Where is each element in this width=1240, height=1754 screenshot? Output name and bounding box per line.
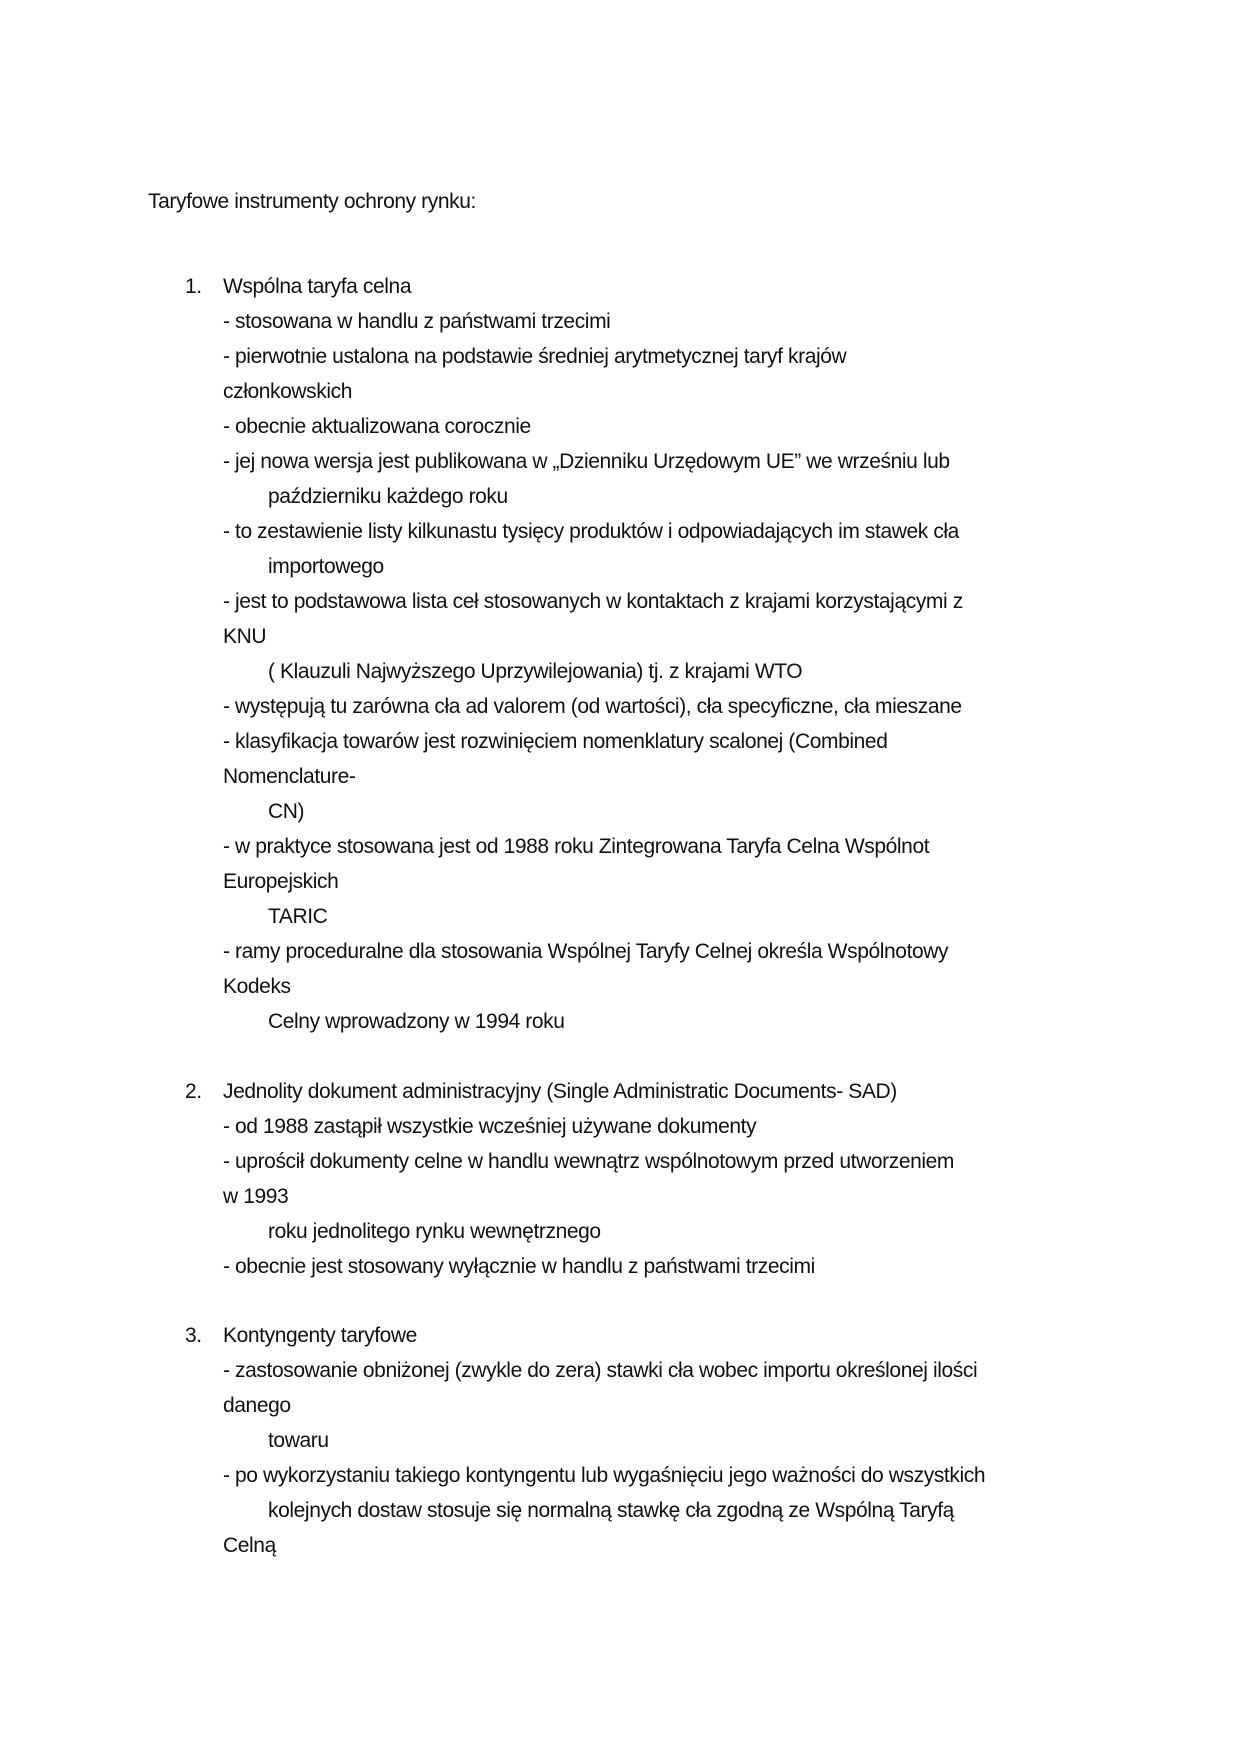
text-line: - stosowana w handlu z państwami trzecimi [223,310,611,333]
text-line-row [185,514,1185,549]
list-number: 1. [185,275,202,298]
section-heading-row [185,269,1185,304]
text-line: - występują tu zarówna cła ad valorem (od wartości), cła specyficzne, cła mieszane [223,695,962,718]
text-line: Celną [223,1534,276,1557]
text-line: importowego [268,555,384,578]
section-heading-row [185,1318,1185,1353]
text-line: październiku każdego roku [268,485,508,508]
text-line: - po wykorzystaniu takiego kontyngentu lub wygaśnięciu jego ważności do wszystkich [223,1464,986,1487]
text-line-row [185,1528,1185,1563]
document-title: Taryfowe instrumenty ochrony rynku: [148,190,476,213]
text-line: - to zestawienie listy kilkunastu tysięcy produktów i odpowiadających im stawek cła [223,520,959,543]
text-line-row [185,759,1185,794]
section-1 [185,269,1185,1039]
section-heading: Jednolity dokument administracyjny (Single Administratic Documents- SAD) [223,1080,897,1103]
text-line-row [185,1179,1185,1214]
text-line: Celny wprowadzony w 1994 roku [268,1010,565,1033]
list-number: 2. [185,1080,202,1103]
text-line-row [185,1423,1185,1458]
text-line-row [185,1353,1185,1388]
text-line-row [185,1493,1185,1528]
section-2 [185,1074,1185,1284]
list-number: 3. [185,1324,202,1347]
text-line: w 1993 [223,1185,289,1208]
text-line-row [185,794,1185,829]
section-heading-row [185,1074,1185,1109]
text-line-row [185,444,1185,479]
text-line-row [185,339,1185,374]
text-line: - zastosowanie obniżonej (zwykle do zera) stawki cła wobec importu określonej ilości [223,1359,978,1382]
text-line: członkowskich [223,380,353,403]
text-line: Europejskich [223,870,339,893]
section-heading: Wspólna taryfa celna [223,275,412,298]
text-line: TARIC [268,905,328,928]
text-line-row [185,689,1185,724]
text-line: - ramy proceduralne dla stosowania Wspólnej Taryfy Celnej określa Wspólnotowy [223,940,949,963]
text-line-row [185,899,1185,934]
text-line-row [185,619,1185,654]
section-3 [185,1318,1185,1563]
text-line-row [185,724,1185,759]
text-line: - jest to podstawowa lista ceł stosowanych w kontaktach z krajami korzystającymi z [223,590,963,613]
text-line: - klasyfikacja towarów jest rozwinięciem nomenklatury scalonej (Combined [223,730,888,753]
text-line: ( Klauzuli Najwyższego Uprzywilejowania) tj. z krajami WTO [268,660,803,683]
text-line: Nomenclature- [223,765,356,788]
text-line: KNU [223,625,267,648]
text-line: - obecnie aktualizowana corocznie [223,415,531,438]
text-line: CN) [268,800,305,823]
text-line-row [185,1388,1185,1423]
text-line-row [185,969,1185,1004]
text-line-row [185,409,1185,444]
text-line-row [185,304,1185,339]
text-line-row [185,1214,1185,1249]
text-line-row [185,584,1185,619]
text-line-row [185,1458,1185,1493]
text-line: - obecnie jest stosowany wyłącznie w handlu z państwami trzecimi [223,1255,815,1278]
text-line-row [185,934,1185,969]
text-line: - pierwotnie ustalona na podstawie średniej arytmetycznej taryf krajów [223,345,847,368]
text-line: Kodeks [223,975,291,998]
text-line: roku jednolitego rynku wewnętrznego [268,1220,601,1243]
text-line-row [185,374,1185,409]
text-line: - od 1988 zastąpił wszystkie wcześniej używane dokumenty [223,1115,757,1138]
text-line-row [185,864,1185,899]
text-line-row [185,1144,1185,1179]
text-line-row [185,1004,1185,1039]
text-line-row [185,549,1185,584]
text-line-row [185,1249,1185,1284]
text-line: - w praktyce stosowana jest od 1988 roku Zintegrowana Taryfa Celna Wspólnot [223,835,930,858]
text-line: - uprościł dokumenty celne w handlu wewnątrz wspólnotowym przed utworzeniem [223,1150,955,1173]
text-line-row [185,1109,1185,1144]
text-line: kolejnych dostaw stosuje się normalną stawkę cła zgodną ze Wspólną Taryfą [268,1499,954,1522]
text-line-row [185,479,1185,514]
text-line: towaru [268,1429,329,1452]
section-heading: Kontyngenty taryfowe [223,1324,417,1347]
text-line-row [185,829,1185,864]
text-line: danego [223,1394,291,1417]
text-line-row [185,654,1185,689]
text-line: - jej nowa wersja jest publikowana w „Dzienniku Urzędowym UE” we wrześniu lub [223,450,950,473]
